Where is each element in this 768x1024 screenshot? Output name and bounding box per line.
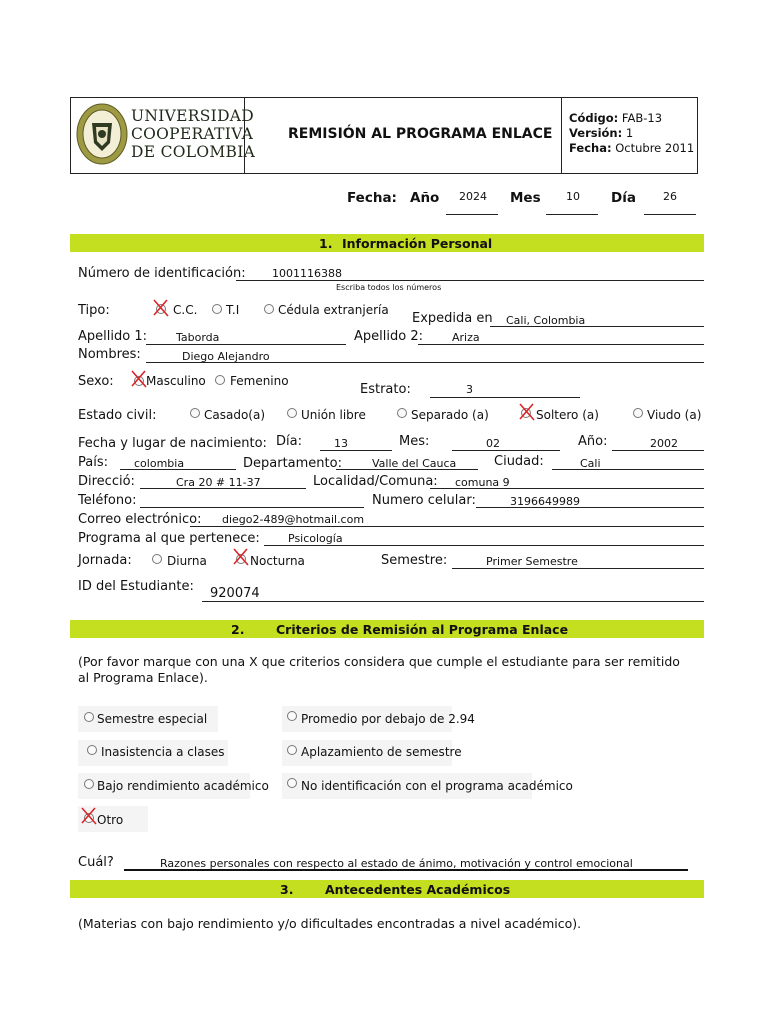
sexo-label: Sexo: (78, 374, 114, 389)
tipo-label: Tipo: (78, 303, 110, 318)
nombres-value[interactable]: Diego Alejandro (182, 350, 270, 363)
tipo-radio-ti[interactable] (212, 304, 222, 314)
apellido2-label: Apellido 2: (354, 329, 423, 344)
semestre-line (452, 568, 704, 569)
id-estudiante-label: ID del Estudiante: (78, 579, 194, 594)
section2-number: 2. (231, 622, 245, 637)
nac-anio-value[interactable]: 2002 (650, 437, 678, 450)
criterion-radio-3[interactable] (87, 745, 97, 755)
version-label: Versión: (569, 126, 623, 140)
x-mark-icon (151, 298, 171, 318)
id-estudiante-line (202, 601, 704, 602)
pais-label: País: (78, 455, 108, 470)
nac-anio-label: Año: (578, 434, 608, 449)
id-label: Número de identificación: (78, 266, 246, 281)
header-divider-2 (561, 97, 562, 174)
localidad-value[interactable]: comuna 9 (455, 476, 510, 489)
expedida-value[interactable]: Cali, Colombia (506, 314, 586, 327)
nac-mes-value[interactable]: 02 (486, 437, 500, 450)
dia-value[interactable]: 26 (663, 190, 677, 203)
expedida-line (490, 326, 704, 327)
departamento-label: Departamento: (243, 456, 342, 471)
tipo-radio-ce[interactable] (264, 304, 274, 314)
criterion-radio-6[interactable] (287, 778, 297, 788)
doc-meta (569, 111, 694, 156)
estado-radio-casado[interactable] (190, 408, 200, 418)
mes-value[interactable]: 10 (566, 190, 580, 203)
university-name-line3: DE COLOMBIA (131, 143, 256, 161)
mes-line (546, 214, 598, 215)
direccion-line (140, 488, 306, 489)
celular-value[interactable]: 3196649989 (510, 495, 580, 508)
ciudad-value[interactable]: Cali (580, 457, 601, 470)
ciudad-label: Ciudad: (494, 454, 544, 469)
criterion-radio-5[interactable] (84, 779, 94, 789)
nac-anio-line (612, 450, 704, 451)
criterion-radio-2[interactable] (287, 711, 297, 721)
estado-option-casado: Casado(a) (204, 408, 266, 422)
estado-option-viudo: Viudo (a) (647, 408, 702, 422)
nac-mes-line (452, 450, 560, 451)
jornada-radio-diurna[interactable] (152, 554, 162, 564)
departamento-value[interactable]: Valle del Cauca (372, 457, 457, 470)
section1-header (70, 234, 704, 252)
criterion-label-5: Bajo rendimiento académico (97, 779, 269, 793)
university-name-line1: UNIVERSIDAD (131, 107, 255, 125)
sexo-option-masculino: Masculino (146, 374, 206, 388)
section3-title: Antecedentes Académicos (325, 882, 511, 897)
cual-line (124, 869, 688, 871)
university-name (131, 107, 255, 161)
estado-radio-separado[interactable] (397, 408, 407, 418)
programa-label: Programa al que pertenece: (78, 531, 260, 546)
cual-label: Cuál? (78, 855, 114, 870)
estado-option-soltero: Soltero (a) (536, 408, 599, 422)
section2-header (70, 620, 704, 638)
tipo-option-ce: Cédula extranjería (278, 303, 389, 317)
tipo-option-cc: C.C. (173, 303, 198, 317)
estado-civil-label: Estado civil: (78, 408, 157, 423)
apellido1-value[interactable]: Taborda (176, 331, 220, 344)
x-mark-icon (79, 806, 99, 826)
criterion-label-3: Inasistencia a clases (101, 745, 225, 759)
celular-label: Numero celular: (372, 493, 476, 508)
apellido1-label: Apellido 1: (78, 329, 147, 344)
dia-label: Día (611, 190, 636, 206)
id-estudiante-value[interactable]: 920074 (210, 586, 260, 601)
sexo-radio-femenino[interactable] (215, 375, 225, 385)
correo-line (190, 526, 704, 527)
section3-header (70, 880, 704, 898)
nombres-label: Nombres: (78, 347, 141, 362)
nac-mes-label: Mes: (399, 434, 430, 449)
localidad-label: Localidad/Comuna: (313, 474, 438, 489)
ciudad-line (552, 469, 704, 470)
anio-label: Año (410, 190, 440, 206)
estrato-line (430, 397, 580, 398)
fecha-meta-label: Fecha: (569, 141, 612, 155)
x-mark-icon (517, 402, 537, 422)
criterion-label-2: Promedio por debajo de 2.94 (301, 712, 475, 726)
programa-line (264, 545, 704, 546)
university-name-line2: COOPERATIVA (131, 125, 254, 143)
id-hint: Escriba todos los números (336, 283, 442, 292)
section2-title: Criterios de Remisión al Programa Enlace (276, 622, 569, 637)
section3-number: 3. (280, 882, 294, 897)
nac-dia-value[interactable]: 13 (334, 437, 348, 450)
semestre-value[interactable]: Primer Semestre (486, 555, 578, 568)
anio-line (446, 214, 498, 215)
criterion-radio-1[interactable] (84, 712, 94, 722)
semestre-label: Semestre: (381, 553, 448, 568)
expedida-label: Expedida en (412, 311, 493, 326)
localidad-line (430, 488, 704, 489)
fecha-label: Fecha: (347, 190, 397, 206)
telefono-line[interactable] (140, 507, 364, 508)
estado-radio-viudo[interactable] (633, 408, 643, 418)
codigo-label: Código: (569, 111, 619, 125)
section2-instructions: (Por favor marque con una X que criterios considera que cumple el estudiante para ser remitido al Programa Enlace). (78, 654, 680, 685)
criterion-radio-4[interactable] (287, 745, 297, 755)
mes-label: Mes (510, 190, 541, 206)
university-seal-icon (76, 103, 128, 165)
direccion-value[interactable]: Cra 20 # 11-37 (176, 476, 261, 489)
nac-dia-line (320, 450, 392, 451)
apellido2-line (418, 344, 704, 345)
estrato-label: Estrato: (360, 382, 411, 397)
telefono-label: Teléfono: (78, 493, 137, 508)
celular-line (476, 507, 704, 508)
jornada-option-diurna: Diurna (167, 554, 207, 568)
apellido2-value[interactable]: Ariza (452, 331, 480, 344)
apellido1-line (146, 344, 346, 345)
dia-line (644, 214, 696, 215)
section3-instructions: (Materias con bajo rendimiento y/o dificultades encontradas a nivel académico). (78, 916, 582, 931)
anio-value[interactable]: 2024 (459, 190, 487, 203)
fecha-meta-value: Octubre 2011 (615, 141, 695, 155)
estado-radio-union[interactable] (287, 408, 297, 418)
id-line (236, 280, 704, 281)
nacimiento-label: Fecha y lugar de nacimiento: (78, 436, 267, 451)
x-mark-icon (231, 547, 251, 567)
estrato-value[interactable]: 3 (466, 383, 473, 396)
direccion-label: Direcció: (78, 474, 135, 489)
criterion-label-4: Aplazamiento de semestre (301, 745, 462, 759)
departamento-line (336, 469, 478, 470)
codigo-value: FAB-13 (621, 111, 663, 125)
nac-dia-label: Día: (276, 434, 302, 449)
pais-line (120, 469, 236, 470)
version-value: 1 (625, 126, 634, 140)
section1-title: Información Personal (342, 236, 493, 251)
correo-label: Correo electrónico: (78, 512, 202, 527)
jornada-label: Jornada: (78, 553, 132, 568)
programa-value[interactable]: Psicología (288, 532, 343, 545)
criterion-label-7: Otro (97, 813, 124, 827)
criterion-label-1: Semestre especial (97, 712, 208, 726)
section1-number: 1. (319, 236, 333, 251)
nombres-line (146, 362, 704, 363)
tipo-option-ti: T.I (226, 303, 240, 317)
estado-option-separado: Separado (a) (411, 408, 489, 422)
criterion-label-6: No identificación con el programa académico (301, 779, 573, 793)
jornada-option-nocturna: Nocturna (250, 554, 305, 568)
estado-option-union: Unión libre (301, 408, 366, 422)
pais-value[interactable]: colombia (134, 457, 185, 470)
correo-value[interactable]: diego2-489@hotmail.com (222, 513, 365, 526)
form-title: REMISIÓN AL PROGRAMA ENLACE (288, 126, 553, 142)
sexo-option-femenino: Femenino (230, 374, 289, 388)
id-value[interactable]: 1001116388 (272, 267, 342, 280)
cual-value[interactable]: Razones personales con respecto al estado de ánimo, motivación y control emocional (160, 857, 633, 870)
